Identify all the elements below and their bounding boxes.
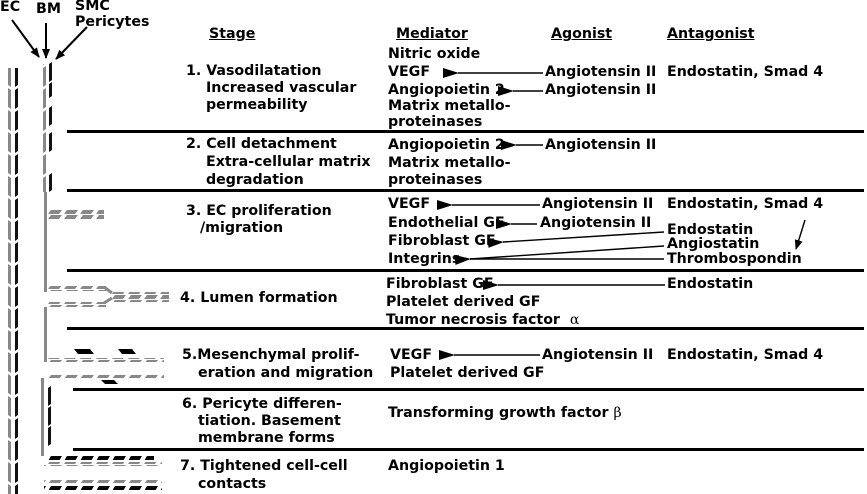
mediator: proteinases	[388, 114, 483, 130]
mediator: Platelet derived GF	[390, 365, 545, 381]
row-divider	[67, 269, 864, 272]
alpha-symbol: α	[569, 312, 580, 328]
row-divider	[73, 388, 864, 391]
beta-symbol: β	[613, 405, 622, 421]
agonist: Angiotensin II	[542, 196, 654, 212]
header-stage: Stage	[209, 26, 256, 42]
antagonist: Endostatin, Smad 4	[667, 64, 824, 80]
antagonist: Thrombospondin	[667, 251, 802, 267]
row-divider	[73, 448, 864, 451]
stage-2-title: 2. Cell detachment	[186, 136, 337, 152]
mediator: Fibroblast GF	[386, 276, 494, 292]
antagonist: Endostatin, Smad 4	[667, 347, 824, 363]
mediator: VEGF	[388, 64, 431, 80]
agonist: Angiotensin II	[545, 64, 657, 80]
stage-1-line: Increased vascular	[206, 80, 357, 96]
stage-3-title: 3. EC proliferation	[186, 203, 332, 219]
mediator: Matrix metallo-	[388, 98, 511, 114]
mediator: VEGF	[390, 347, 433, 363]
agonist: Angiotensin II	[542, 347, 654, 363]
stage-4-title: 4. Lumen formation	[180, 290, 338, 306]
stage-6-line: membrane forms	[198, 430, 335, 446]
stage-2-line: degradation	[206, 172, 304, 188]
stage-7-title: 7. Tightened cell-cell	[180, 458, 348, 474]
mediator: Nitric oxide	[388, 46, 481, 62]
label-ec: EC	[0, 0, 21, 15]
label-bm: BM	[36, 1, 61, 17]
mediator: Angiopoietin 2	[388, 137, 505, 153]
mediator: Angiopoietin 1	[388, 458, 505, 474]
mediator: Tumor necrosis factor α	[386, 312, 580, 328]
mediator: proteinases	[388, 172, 483, 188]
stage-6-line: tiation. Basement	[198, 413, 341, 429]
agonist: Angiotensin II	[545, 137, 657, 153]
stage-7-line: contacts	[198, 476, 267, 492]
mediator: Angiopoietin 2	[388, 82, 505, 98]
stage-2-line: Extra-cellular matrix	[206, 154, 371, 170]
antagonist: Endostatin	[667, 222, 754, 238]
antagonist: Angiostatin	[667, 236, 760, 252]
parent-vessel-wall	[4, 68, 18, 494]
stage-5-line: eration and migration	[198, 365, 374, 381]
stage-6-title: 6. Pericyte differen-	[182, 396, 342, 412]
stage-1-title: 1. Vasodilatation	[186, 63, 322, 79]
label-pericytes: Pericytes	[75, 14, 150, 30]
header-agonist: Agonist	[551, 26, 613, 42]
header-mediator: Mediator	[396, 26, 468, 42]
stage-3-line: /migration	[200, 220, 284, 236]
stage-1-line: permeability	[206, 97, 308, 113]
mediator: Matrix metallo-	[388, 155, 511, 171]
antagonist: Endostatin	[667, 276, 754, 292]
antagonist: Endostatin, Smad 4	[667, 196, 824, 212]
mediator: VEGF	[388, 196, 431, 212]
mediator: Fibroblast GF	[388, 233, 496, 249]
header-antagonist: Antagonist	[667, 26, 755, 42]
mediator: Platelet derived GF	[386, 294, 541, 310]
mediator: Integrins	[388, 251, 461, 267]
mediator: Endothelial GF	[388, 215, 505, 231]
label-smc: SMC	[75, 0, 110, 14]
agonist: Angiotensin II	[540, 215, 652, 231]
agonist: Angiotensin II	[545, 82, 657, 98]
row-divider	[67, 189, 864, 192]
mediator: Transforming growth factor β	[388, 405, 622, 421]
stage-5-title: 5.Mesenchymal prolif-	[182, 347, 360, 363]
